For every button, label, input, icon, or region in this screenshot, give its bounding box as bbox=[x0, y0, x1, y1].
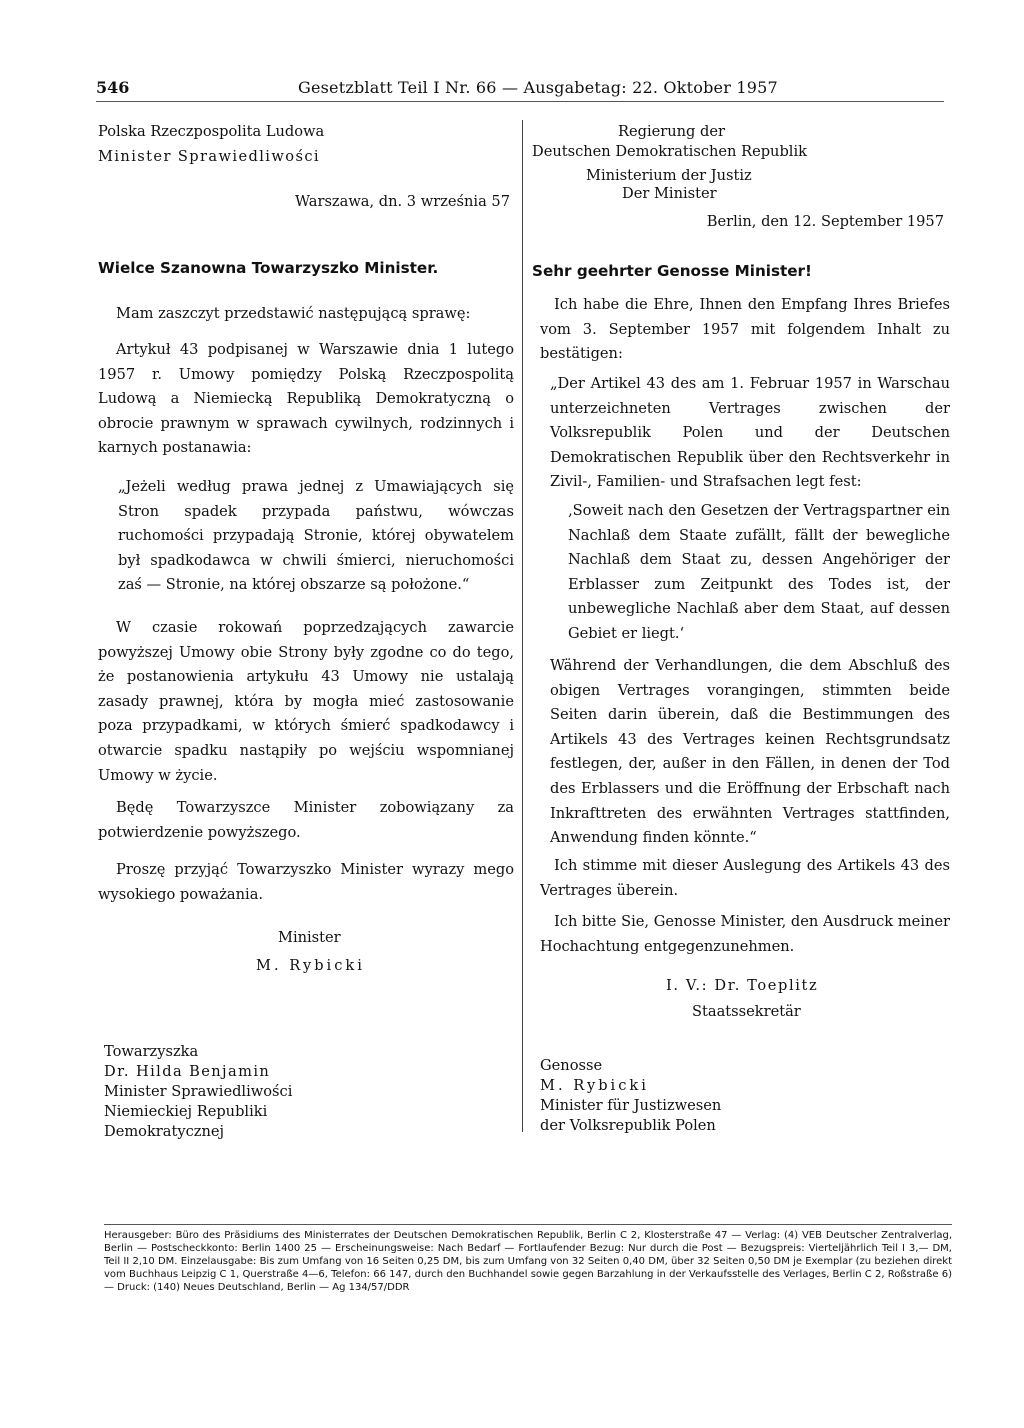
salutation: Wielce Szanowna Towarzyszko Minister. bbox=[98, 259, 439, 277]
addressee-line: Dr. Hilda Benjamin bbox=[104, 1063, 271, 1080]
addressee-line: der Volksrepublik Polen bbox=[540, 1117, 716, 1134]
addressee-line: Genosse bbox=[540, 1057, 603, 1074]
publisher-imprint: Herausgeber: Büro des Präsidiums des Ministerrates der Deutschen Demokratischen Republik, Berlin C 2, Klosterstraße 47 — Verlag: (4) VEB Deutscher Zentralverlag, Berlin — Postscheckkonto: Berlin 1400 25 — Erscheinungsweise: Nach Bedarf — Fortlaufender Bezug: Nur durch die Post — Bezugspreis: Vierteljährlich Teil I 3,— DM, Teil II 2,10 DM. Einzelausgabe: Bis zum Umfang von 16 Seiten 0,25 DM, bis zum Umfang von 32 Seiten 0,40 DM, über 32 Seiten 0,50 DM je Exemplar (zu beziehen direkt vom Buchhaus Leipzig C 1, Querstraße 4—6, Telefon: 66 147, durch den Buchhandel sowie gegen Barzahlung in der Verkaufsstelle des Verlages, Berlin C 2, Roßstraße 6) — Druck: (140) Neues Deutschland, Berlin — Ag 134/57/DDR bbox=[104, 1224, 952, 1294]
paragraph: Mam zaszczyt przedstawić następującą sprawę: bbox=[116, 305, 471, 322]
quoted-article: „Jeżeli według prawa jednej z Umawiających się Stron spadek przypada państwu, wówczas ruchomości przypadają Stronie, której obywatelem był spadkodawca w chwili śmierci, nieruchomości zaś — Stronie, na której obszarze są położone.“ bbox=[118, 478, 514, 594]
quoted-article-text: ‚Soweit nach den Gesetzen der Vertragspartner ein Nachlaß dem Staate zufällt, fällt der bewegliche Nachlaß dem Staat zu, dessen Angehöriger der Erblasser zum Zeitpunkt des Todes ist, der unbewegliche Nachlaß aber dem Staat, auf dessen Gebiet er liegt.‘ bbox=[568, 502, 950, 642]
sender-line: Ministerium der Justiz bbox=[586, 167, 752, 184]
quoted-article: „Der Artikel 43 des am 1. Februar 1957 in Warschau unterzeichneten Vertrages zwischen der Volksrepublik Polen und der Deutschen Demokratischen Republik über den Rechtsverkehr in Zivil-, Familien- und Strafsachen legt fest: bbox=[550, 375, 950, 491]
header-rule bbox=[96, 101, 944, 102]
letter-date: Warszawa, dn. 3 września 57 bbox=[295, 193, 510, 210]
paragraph: W czasie rokowań poprzedzających zawarcie powyższej Umowy obie Strony były zgodne co do tego, że postanowienia artykułu 43 Umowy nie ustalają zasady prawnej, która by mogła mieć zastosowanie poza przypadkami, w których śmierć spadkodawcy i otwarcie spadku nastąpiły po wejściu wspomnianej Umowy w życie. bbox=[98, 619, 514, 784]
sender-line: Deutschen Demokratischen Republik bbox=[532, 143, 807, 160]
page-number: 546 bbox=[96, 78, 130, 97]
letter-date: Berlin, den 12. September 1957 bbox=[706, 213, 944, 230]
quoted-article: Während der Verhandlungen, die dem Abschluß des obigen Vertrages vorangingen, stimmten beide Seiten darin überein, daß die Bestimmungen des Artikels 43 des Vertrages keinen Rechtsgrundsatz festlegen, der, außer in den Fällen, in denen der Tod des Erblassers und die Eröffnung der Erbschaft nach Inkrafttreten des erwähnten Vertrages stattfinden, Anwendung finden könnte.“ bbox=[550, 657, 950, 847]
paragraph: Ich stimme mit dieser Auslegung des Artikels 43 des Vertrages überein. bbox=[540, 857, 950, 899]
addressee-line: Niemieckiej Republiki bbox=[104, 1103, 268, 1120]
paragraph: Ich habe die Ehre, Ihnen den Empfang Ihres Briefes vom 3. September 1957 mit folgendem Inhalt zu bestätigen: bbox=[540, 296, 950, 363]
column-divider bbox=[522, 120, 523, 1132]
salutation: Sehr geehrter Genosse Minister! bbox=[532, 262, 812, 280]
page-header bbox=[96, 78, 956, 102]
paragraph: Artykuł 43 podpisanej w Warszawie dnia 1 lutego 1957 r. Umowy pomiędzy Polską Rzeczpospolitą Ludową a Niemiecką Republiką Demokratyczną o obrocie prawnym w sprawach cywilnych, rodzinnych i karnych postanawia: bbox=[98, 341, 514, 457]
paragraph: Proszę przyjąć Towarzyszko Minister wyrazy mego wysokiego poważania. bbox=[98, 861, 514, 903]
signature-name: M. Rybicki bbox=[256, 957, 365, 974]
gazette-title: Gesetzblatt Teil I Nr. 66 — Ausgabetag: 22. Oktober 1957 bbox=[298, 78, 778, 97]
signature-name: I. V.: Dr. Toeplitz bbox=[666, 977, 819, 994]
sender-line: Polska Rzeczpospolita Ludowa bbox=[98, 123, 325, 140]
signature-title: Minister bbox=[278, 929, 341, 946]
addressee-line: Minister für Justizwesen bbox=[540, 1097, 722, 1114]
sender-line: Regierung der bbox=[618, 123, 725, 140]
sender-line: Minister Sprawiedliwości bbox=[98, 148, 320, 165]
paragraph: Będę Towarzyszce Minister zobowiązany za potwierdzenie powyższego. bbox=[98, 799, 514, 841]
addressee-line: Minister Sprawiedliwości bbox=[104, 1083, 293, 1100]
sender-line: Der Minister bbox=[622, 185, 717, 202]
addressee-line: Demokratycznej bbox=[104, 1123, 225, 1140]
addressee-line: M. Rybicki bbox=[540, 1077, 649, 1094]
addressee-line: Towarzyszka bbox=[104, 1043, 199, 1060]
signature-title: Staatssekretär bbox=[692, 1003, 801, 1020]
paragraph: Ich bitte Sie, Genosse Minister, den Ausdruck meiner Hochachtung entgegenzunehmen. bbox=[540, 913, 950, 955]
